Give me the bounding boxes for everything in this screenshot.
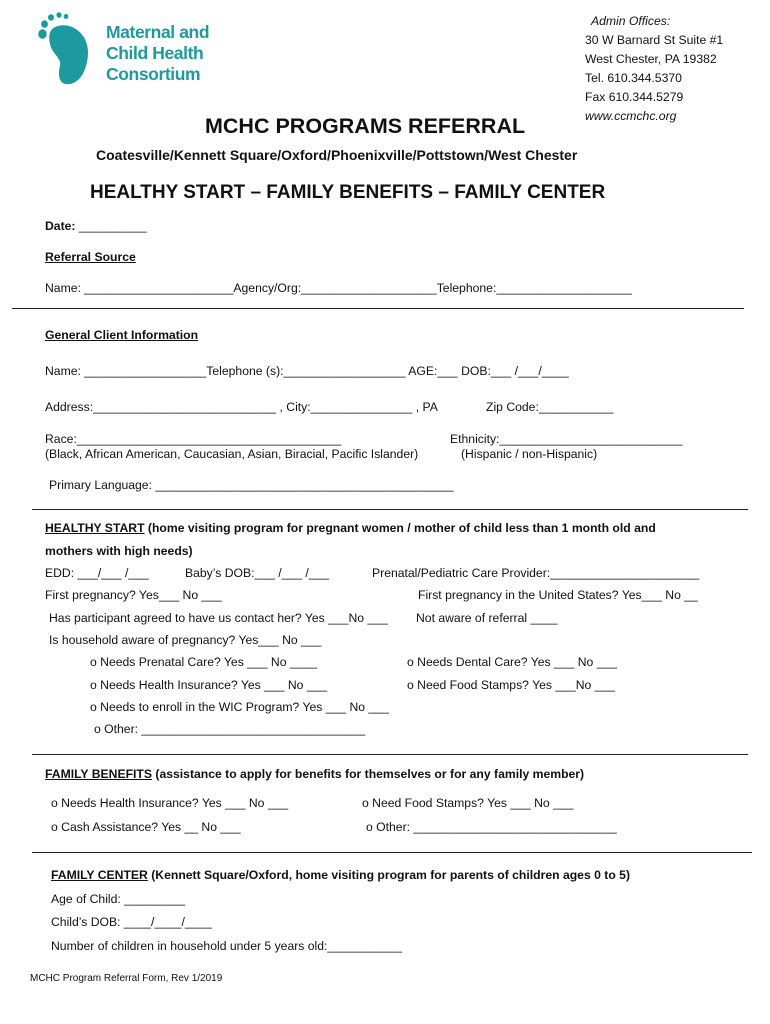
family-center-heading: FAMILY CENTER <box>51 868 148 882</box>
date-label: Date: <box>45 219 76 233</box>
family-benefits-header <box>45 767 584 781</box>
healthy-start-heading: HEALTHY START <box>45 521 145 535</box>
admin-city: West Chester, PA 19382 <box>585 52 717 66</box>
not-aware-field[interactable]: Not aware of referral ____ <box>416 611 558 625</box>
referral-line[interactable]: Name: ______________________Agency/Org:____________________Telephone:____________________ <box>45 281 632 295</box>
client-heading: General Client Information <box>45 328 199 342</box>
admin-heading: Admin Offices: <box>591 14 671 28</box>
locations: Coatesville/Kennett Square/Oxford/Phoenixville/Pottstown/West Chester <box>96 147 578 163</box>
admin-street: 30 W Barnard St Suite #1 <box>585 33 724 47</box>
client-name-line[interactable]: Name: __________________Telephone (s):__________________ AGE:___ DOB:___ /___/____ <box>45 364 569 378</box>
child-dob-field[interactable]: Child’s DOB: ____/____/____ <box>51 915 213 929</box>
referral-heading: Referral Source <box>45 250 136 264</box>
healthy-start-other-field[interactable]: o Other: _________________________________ <box>94 722 366 736</box>
client-race-line[interactable]: Race:_______________________________________ <box>45 432 342 446</box>
dental-care-field[interactable]: o Needs Dental Care? Yes ___ No ___ <box>407 655 618 669</box>
wic-field[interactable]: o Needs to enroll in the WIC Program? Yes ___ No ___ <box>90 700 389 714</box>
family-benefits-desc: (assistance to apply for benefits for themselves or for any family member) <box>152 767 585 781</box>
divider <box>12 308 744 309</box>
fb-food-stamps-field[interactable]: o Need Food Stamps? Yes ___ No ___ <box>362 796 574 810</box>
admin-fax: Fax 610.344.5279 <box>585 90 684 104</box>
first-pregnancy-field[interactable]: First pregnancy? Yes___ No ___ <box>45 588 222 602</box>
client-zip[interactable]: Zip Code:___________ <box>486 400 614 414</box>
family-center-header <box>51 868 630 882</box>
programs-heading: HEALTHY START – FAMILY BENEFITS – FAMILY CENTER <box>90 182 606 203</box>
divider <box>32 509 748 510</box>
divider <box>32 852 752 853</box>
client-ethnicity-options: (Hispanic / non-Hispanic) <box>461 447 598 461</box>
family-benefits-heading: FAMILY BENEFITS <box>45 767 152 781</box>
client-address-line[interactable]: Address:___________________________ , City:_______________ , PA <box>45 400 438 414</box>
prenatal-care-field[interactable]: o Needs Prenatal Care? Yes ___ No ____ <box>90 655 317 669</box>
healthy-start-header <box>45 521 656 535</box>
first-pregnancy-us-field[interactable]: First pregnancy in the United States? Yes___ No __ <box>418 588 698 602</box>
client-race-options: (Black, African American, Caucasian, Asian, Biracial, Pacific Islander) <box>45 447 419 461</box>
provider-field[interactable]: Prenatal/Pediatric Care Provider:______________________ <box>372 566 700 580</box>
household-aware-field[interactable]: Is household aware of pregnancy? Yes___ No ___ <box>49 633 322 647</box>
divider <box>32 754 748 755</box>
date-field[interactable] <box>45 219 147 233</box>
logo <box>36 12 236 90</box>
child-age-field[interactable]: Age of Child: _________ <box>51 892 186 906</box>
fb-health-insurance-field[interactable]: o Needs Health Insurance? Yes ___ No ___ <box>51 796 289 810</box>
fb-cash-assistance-field[interactable]: o Cash Assistance? Yes __ No ___ <box>51 820 241 834</box>
client-ethnicity-line[interactable]: Ethnicity:___________________________ <box>450 432 683 446</box>
healthy-start-desc-2: mothers with high needs) <box>45 544 193 558</box>
baby-dob-field[interactable]: Baby’s DOB:___ /___ /___ <box>185 566 330 580</box>
date-blank[interactable]: __________ <box>78 219 147 233</box>
edd-field[interactable]: EDD: ___/___ /___ <box>45 566 149 580</box>
logo-line-1: Maternal and <box>106 22 210 42</box>
admin-tel: Tel. 610.344.5370 <box>585 71 682 85</box>
food-stamps-field[interactable]: o Need Food Stamps? Yes ___No ___ <box>407 678 616 692</box>
logo-line-2: Child Health <box>106 43 204 63</box>
family-center-desc: (Kennett Square/Oxford, home visiting program for parents of children ages 0 to 5) <box>147 868 630 882</box>
health-insurance-field[interactable]: o Needs Health Insurance? Yes ___ No ___ <box>90 678 328 692</box>
contact-agreed-field[interactable]: Has participant agreed to have us contact her? Yes ___No ___ <box>49 611 388 625</box>
healthy-start-desc-1: (home visiting program for pregnant women / mother of child less than 1 month old and <box>144 521 656 535</box>
children-count-field[interactable]: Number of children in household under 5 years old:___________ <box>51 939 402 953</box>
client-language[interactable]: Primary Language: ____________________________________________ <box>49 478 454 492</box>
fb-other-field[interactable]: o Other: ______________________________ <box>366 820 617 834</box>
footer: MCHC Program Referral Form, Rev 1/2019 <box>30 973 223 984</box>
form-title: MCHC PROGRAMS REFERRAL <box>205 114 526 138</box>
logo-line-3: Consortium <box>106 64 201 84</box>
footprint-icon <box>36 12 96 88</box>
admin-web: www.ccmchc.org <box>585 109 677 123</box>
